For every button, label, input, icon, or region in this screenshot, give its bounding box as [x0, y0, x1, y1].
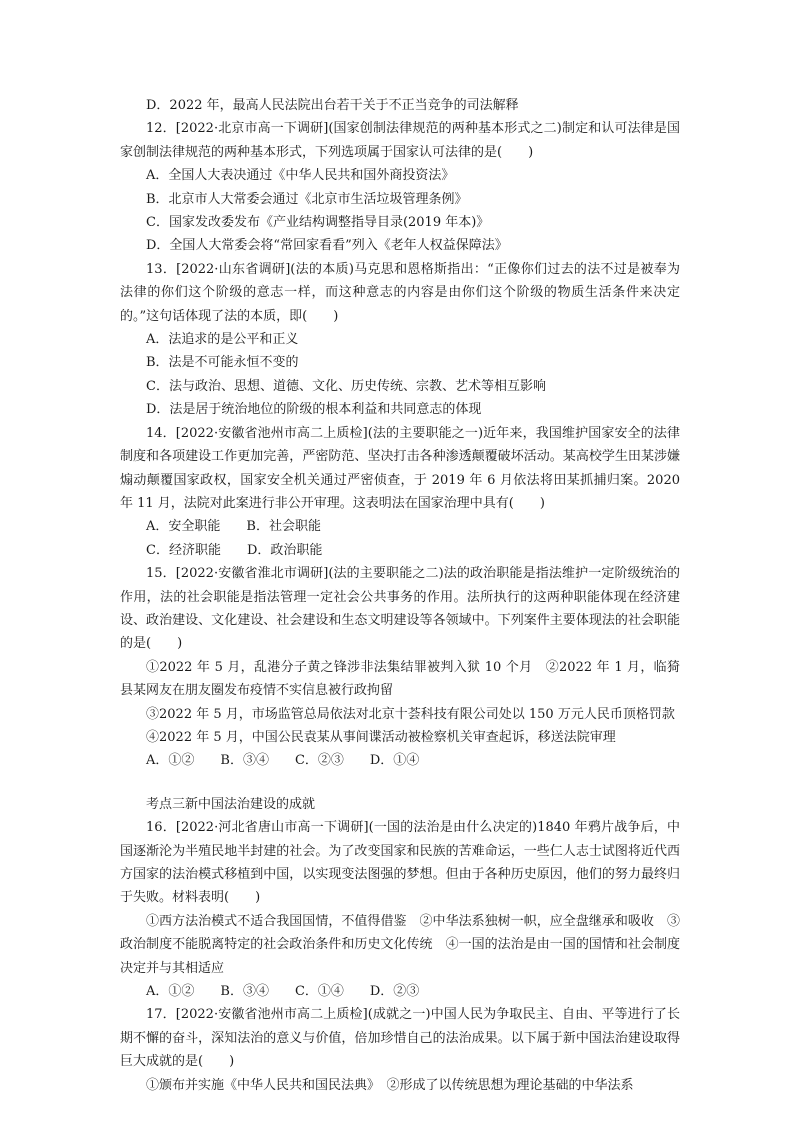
- question-14: [120, 422, 680, 562]
- section-heading: 考点三新中国法治建设的成就: [146, 796, 316, 812]
- question-stem: 16．[2022·河北省唐山市高一下调研](一国的法治是由什么决定的)1840 年鸦片战争后，中国逐渐沦为半殖民地半封建的社会。为了改变国家和民族的苦难命运，一些仁人志士试图将近代西方国家的法治模式移植到中国，以实现变法图强的梦想。但由于各种历史原因，他们的努力最终归于失败。材料表明( ): [120, 820, 680, 906]
- option-d: D．法是居于统治地位的阶级的根本利益和共同意志的体现: [146, 402, 482, 418]
- options-row-2: C．经济职能 D．政治职能: [146, 542, 323, 558]
- option-a: A．全国人大表决通过《中华人民共和国外商投资法》: [146, 168, 455, 184]
- option-c: C．法与政治、思想、道德、文化、历史传统、宗教、艺术等相互影响: [146, 378, 546, 394]
- question-17: [120, 1003, 680, 1097]
- q11-option-d: D．2022 年，最高人民法院出台若干关于不正当竞争的司法解释: [146, 98, 519, 113]
- options-row: A．①② B．③④ C．②③ D．①④: [146, 753, 420, 769]
- question-stem: 15．[2022·安徽省淮北市调研](法的主要职能之二)法的政治职能是指法维护一定阶级统治的作用，法的社会职能是指法管理一定社会公共事务的作用。法所执行的这两种职能体现在经济建设、政治建设、文化建设、社会建设和生态文明建设等各领域中。下列案件主要体现法的社会职能的是( ): [120, 566, 680, 652]
- statement-items: ①颁布并实施《中华人民共和国民法典》 ②形成了以传统思想为理论基础的中华法系: [146, 1077, 634, 1093]
- option-c: C．国家发改委发布《产业结构调整指导目录(2019 年本)》: [146, 215, 490, 231]
- option-b: B．北京市人大常委会通过《北京市生活垃圾管理条例》: [146, 191, 468, 207]
- question-12: [120, 117, 680, 257]
- options-row: A．①② B．③④ C．①④ D．②③: [146, 984, 420, 1000]
- question-stem: 14．[2022·安徽省池州市高二上质检](法的主要职能之一)近年来，我国维护国家安全的法律制度和各项建设工作更加完善，严密防范、坚决打击各种渗透颠覆破坏活动。某高校学生田某涉嫌煽动颠覆国家政权，国家安全机关通过严密侦查，于 2019 年 6 月依法将田某抓捕归案。2020 年 11 月，法院对此案进行非公开审理。这表明法在国家治理中具有( ): [120, 425, 680, 511]
- question-stem: 13．[2022·山东省调研](法的本质)马克思和恩格斯指出：“正像你们过去的法不过是被奉为法律的你们这个阶级的意志一样，而这种意志的内容是由你们这个阶级的物质生活条件来决定的。”这句话体现了法的本质，即( ): [120, 261, 680, 324]
- statement-item: ④2022 年 5 月，中国公民袁某从事间谍活动被检察机关审查起诉，移送法院审理: [146, 729, 616, 745]
- options-row-1: A．安全职能 B．社会职能: [146, 519, 321, 535]
- statement-item: ③2022 年 5 月，市场监管总局依法对北京十荟科技有限公司处以 150 万元人民币顶格罚款: [146, 706, 675, 722]
- option-b: B．法是不可能永恒不变的: [146, 355, 299, 371]
- statement-items: ①西方法治模式不适合我国国情，不值得借鉴 ②中华法系独树一帜，应全盘继承和吸收 ③政治制度不能脱离特定的社会政治条件和历史文化传统 ④一国的法治是由一国的国情和社会制度决定并与其相适应: [120, 913, 680, 976]
- question-15: [120, 562, 680, 773]
- question-16: [120, 816, 680, 1003]
- statement-item: ①2022 年 5 月，乱港分子黄之锋涉非法集结罪被判入狱 10 个月 ②2022 年 1 月，临猗县某网友在朋友圈发布疫情不实信息被行政拘留: [120, 659, 680, 699]
- question-stem: 12．[2022·北京市高一下调研](国家创制法律规范的两种基本形式之二)制定和认可法律是国家创制法律规范的两种基本形式，下列选项属于国家认可法律的是( ): [120, 121, 680, 160]
- document-body: [120, 94, 680, 1097]
- option-a: A．法追求的是公平和正义: [146, 332, 299, 348]
- question-13: [120, 258, 680, 422]
- question-stem: 17．[2022·安徽省池州市高二上质检](成就之一)中国人民为争取民主、自由、平等进行了长期不懈的奋斗，深知法治的意义与价值，倍加珍惜自己的法治成果。以下属于新中国法治建设取得巨大成就的是( ): [120, 1007, 680, 1070]
- option-d: D．全国人大常委会将“常回家看看”列入《老年人权益保障法》: [146, 238, 508, 254]
